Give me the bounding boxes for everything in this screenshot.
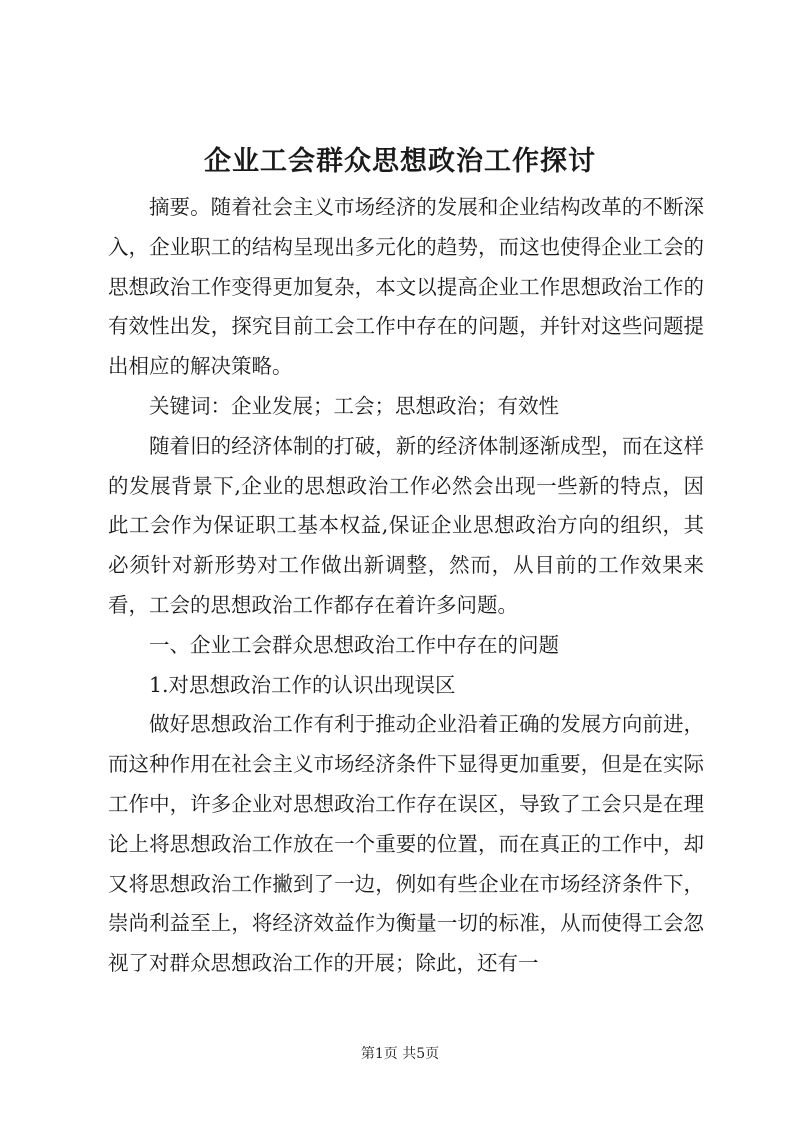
intro-paragraph: 随着旧的经济体制的打破，新的经济体制逐渐成型，而在这样的发展背景下,企业的思想政治工作必然会出现一些新的特点，因此工会作为保证职工基本权益,保证企业思想政治方向的组织，其必须针对新形势对工作做出新调整，然而，从目前的工作效果来看，工会的思想政治工作都存在着许多问题。 bbox=[108, 433, 704, 617]
keywords-paragraph: 关键词：企业发展；工会；思想政治；有效性 bbox=[149, 393, 559, 418]
subsection-heading: 1.对思想政治工作的认识出现误区 bbox=[149, 672, 456, 697]
document-title: 企业工会群众思想政治工作探讨 bbox=[204, 146, 596, 177]
page-footer: 第1页 共5页 bbox=[360, 1046, 440, 1062]
abstract-paragraph: 摘要。随着社会主义市场经济的发展和企业结构改革的不断深入，企业职工的结构呈现出多元化的趋势，而这也使得企业工会的思想政治工作变得更加复杂，本文以提高企业工作思想政治工作的有效性出发，探究目前工会工作中存在的问题，并针对这些问题提出相应的解决策略。 bbox=[108, 195, 704, 379]
body-paragraph: 做好思想政治工作有利于推动企业沿着正确的发展方向前进，而这种作用在社会主义市场经济条件下显得更加重要，但是在实际工作中，许多企业对思想政治工作存在误区，导致了工会只是在理论上将思想政治工作放在一个重要的位置，而在真正的工作中，却又将思想政治工作撇到了一边，例如有些企业在市场经济条件下，崇尚利益至上，将经济效益作为衡量一切的标准，从而使得工会忽视了对群众思想政治工作的开展；除此，还有一 bbox=[108, 712, 704, 976]
document-body bbox=[108, 188, 704, 984]
section-heading: 一、企业工会群众思想政治工作中存在的问题 bbox=[149, 632, 559, 657]
